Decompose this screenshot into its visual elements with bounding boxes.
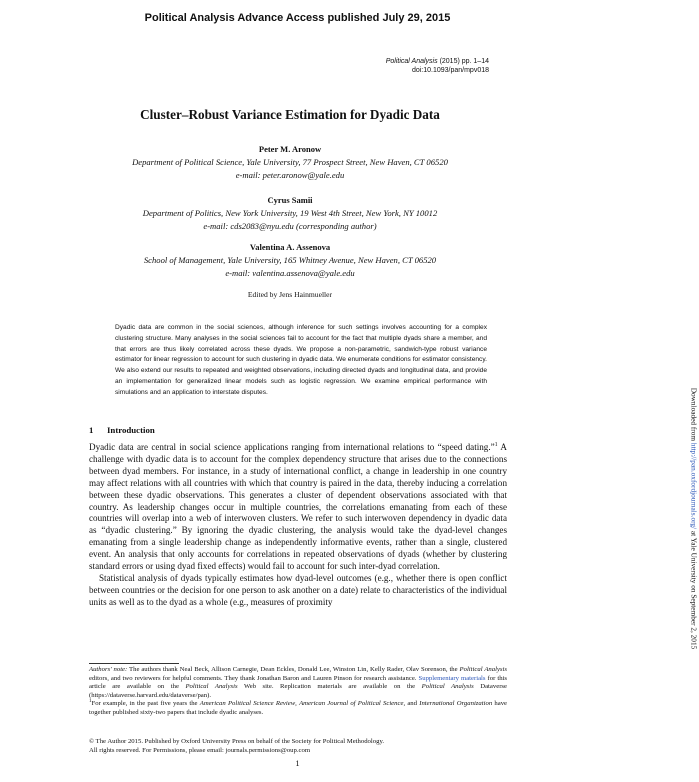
copyright: © The Author 2015. Published by Oxford University Press on behalf of the Society for Political Methodology. All rights reserved. For Permissions, please email: journals.permissions@oup.com xyxy=(89,738,385,754)
edited-by: Edited by Jens Hainmueller xyxy=(247,290,333,299)
author-affiliation: Department of Political Science, Yale University, 77 Prospect Street, New Haven, CT 06520 xyxy=(132,157,448,167)
author-affiliation: School of Management, Yale University, 165 Whitney Avenue, New Haven, CT 06520 xyxy=(143,255,437,265)
advance-access-banner: Political Analysis Advance Access published July 29, 2015 xyxy=(144,12,451,24)
paragraph: Statistical analysis of dyads typically estimates how dyad-level outcomes (e.g., whether there is open conflict between countries or the decision for one person to ask another on a date) relate to characteristics of the individual units as well as to the dyad as a whole (e.g., measures of proximity xyxy=(89,572,507,607)
page-number: 1 xyxy=(295,758,300,768)
author-name: Peter M. Aronow xyxy=(258,144,322,154)
supplementary-link[interactable]: Supplementary materials xyxy=(418,674,486,682)
author-email[interactable]: e-mail: cds2083@nyu.edu (corresponding author) xyxy=(203,221,377,231)
section-title: Introduction xyxy=(107,425,155,435)
journal-reference xyxy=(386,57,489,75)
paragraph: Dyadic data are central in social science applications ranging from international relations to “speed dating.”$^1$ A challenge with dyadic data is to account for the complex dependency structure that arises due to the connections between dyad members. For instance, in a study of international conflict, a change in leadership in one country may affect relations with all countries with which that country is paired in the data, thereby inducing a correlation between these dyadic observations. This generates a cluster of dependent observations associated with that country. As leadership changes occur in multiple countries, the correlations emanating from each of these countries will overlap into a web of interwoven clusters. We refer to such interwoven dependency in dyadic data as “dyadic clustering.” By ignoring the dyadic clustering, the analysis would take the dyad-level changes emanating from a single leadership change as independently informative events, rather than a single, clustered event. An analysis that only accounts for correlations in repeated observations of dyads (whether by clustering standard errors or using dyad fixed effects) would fail to account for such inter-dyad correlation. xyxy=(89,441,507,572)
journal-name: Political Analysis xyxy=(385,58,438,65)
doi: doi:10.1093/pan/mpv018 xyxy=(411,67,489,74)
author-name: Valentina A. Assenova xyxy=(249,242,331,252)
footnote-divider xyxy=(89,663,179,664)
journal-citation: (2015) pp. 1–14 xyxy=(439,58,489,65)
paper-title: Cluster–Robust Variance Estimation for Dyadic Data xyxy=(140,107,440,122)
footnote: $^1$For example, in the past five years the American Political Science Review, American Journal of Political Science, and International Organization have together published sixty-two papers that include dyadic analyses. xyxy=(89,699,508,716)
footnote-marker[interactable]: 1 xyxy=(494,441,498,448)
section-heading xyxy=(89,425,155,435)
author-affiliation: Department of Politics, New York University, 19 West 4th Street, New York, NY 10012 xyxy=(142,208,438,218)
footnotes xyxy=(89,666,507,718)
author-email[interactable]: e-mail: peter.aronow@yale.edu xyxy=(235,170,345,180)
body-text xyxy=(89,442,507,609)
authors-note: Authors' note: The authors thank Neal Beck, Allison Carnegie, Dean Eckles, Donald Lee, Winston Lin, Kelly Rader, Olav Sorenson, the Political Analysis editors, and two reviewers for helpful comments. They thank Jonathan Baron and Lauren Pinson for research assistance. Supplementary materials for this article are available on the Political Analysis Web site. Replication materials are available on the Political Analysis Dataverse (https://dataverse.harvard.edu/dataverse/pan). xyxy=(89,666,507,699)
author-name: Cyrus Samii xyxy=(267,195,313,205)
download-link[interactable]: http://pan.oxfordjournals.org/ xyxy=(689,442,699,530)
download-side-note: Downloaded from http://pan.oxfordjournals.org/ at Yale University on September 2, 2015 xyxy=(689,387,699,650)
section-number: 1 xyxy=(89,425,94,435)
abstract: Dyadic data are common in the social sciences, although inference for such settings involves accounting for a complex clustering structure. Many analyses in the social sciences fail to account for the fact that multiple dyads share a member, and that errors are thus likely correlated across these dyads. We propose a non-parametric, sandwich-type robust variance estimator for linear regression to account for such clustering in dyadic data. We enumerate conditions for estimator consistency. We also extend our results to repeated and weighted observations, including directed dyads and longitudinal data, and provide an implementation for generalized linear models such as logistic regression. We examine empirical performance with simulations and an application to interstate disputes. xyxy=(115,324,487,396)
author-email[interactable]: e-mail: valentina.assenova@yale.edu xyxy=(225,268,355,278)
